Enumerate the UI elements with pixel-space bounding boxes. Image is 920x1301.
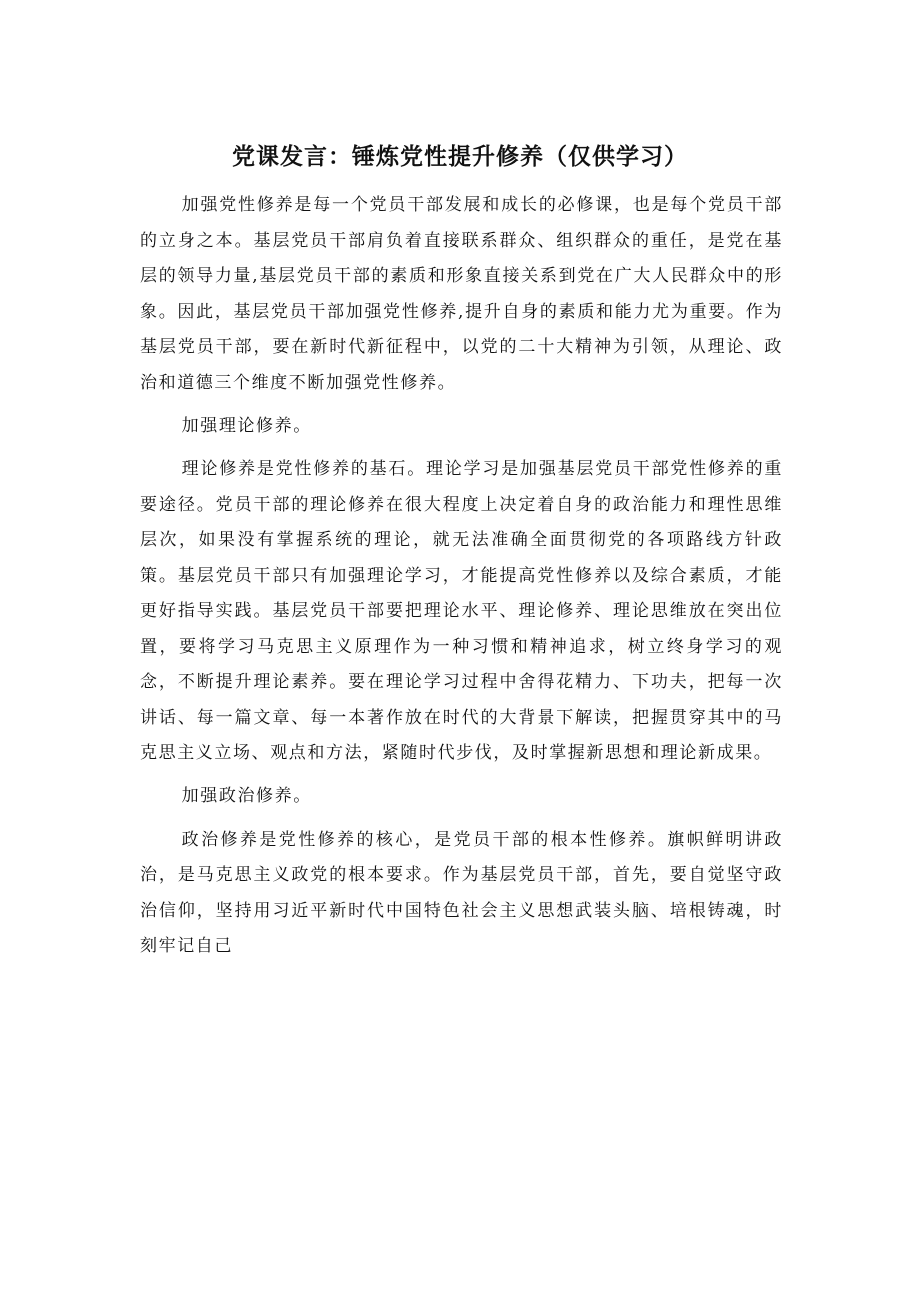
paragraph-politics: 政治修养是党性修养的核心，是党员干部的根本性修养。旗帜鲜明讲政治，是马克思主义政党的根本要求。作为基层党员干部，首先，要自觉坚守政治信仰，坚持用习近平新时代中国特色社会主义思想武装头脑、培根铸魂，时刻牢记自己 (140, 829, 783, 957)
document-body (140, 188, 783, 965)
section-heading-theory: 加强理论修养。 (181, 415, 312, 436)
paragraph-intro: 加强党性修养是每一个党员干部发展和成长的必修课，也是每个党员干部的立身之本。基层党员干部肩负着直接联系群众、组织群众的重任，是党在基层的领导力量,基层党员干部的素质和形象直接关系到党在广大人民群众中的形象。因此，基层党员干部加强党性修养,提升自身的素质和能力尤为重要。作为基层党员干部，要在新时代新征程中，以党的二十大精神为引领，从理论、政治和道德三个维度不断加强党性修养。 (140, 195, 783, 393)
section-heading-politics: 加强政治修养。 (181, 786, 312, 807)
paragraph-theory: 理论修养是党性修养的基石。理论学习是加强基层党员干部党性修养的重要途径。党员干部的理论修养在很大程度上决定着自身的政治能力和理性思维层次，如果没有掌握系统的理论，就无法准确全面贯彻党的各项路线方针政策。基层党员干部只有加强理论学习，才能提高党性修养以及综合素质，才能更好指导实践。基层党员干部要把理论水平、理论修养、理论思维放在突出位置，要将学习马克思主义原理作为一种习惯和精神追求，树立终身学习的观念，不断提升理论素养。要在理论学习过程中舍得花精力、下功夫，把每一次讲话、每一篇文章、每一本著作放在时代的大背景下解读，把握贯穿其中的马克思主义立场、观点和方法，紧随时代步伐，及时掌握新思想和理论新成果。 (140, 459, 783, 764)
document-title: 党课发言：锤炼党性提升修养（仅供学习） (232, 143, 688, 170)
